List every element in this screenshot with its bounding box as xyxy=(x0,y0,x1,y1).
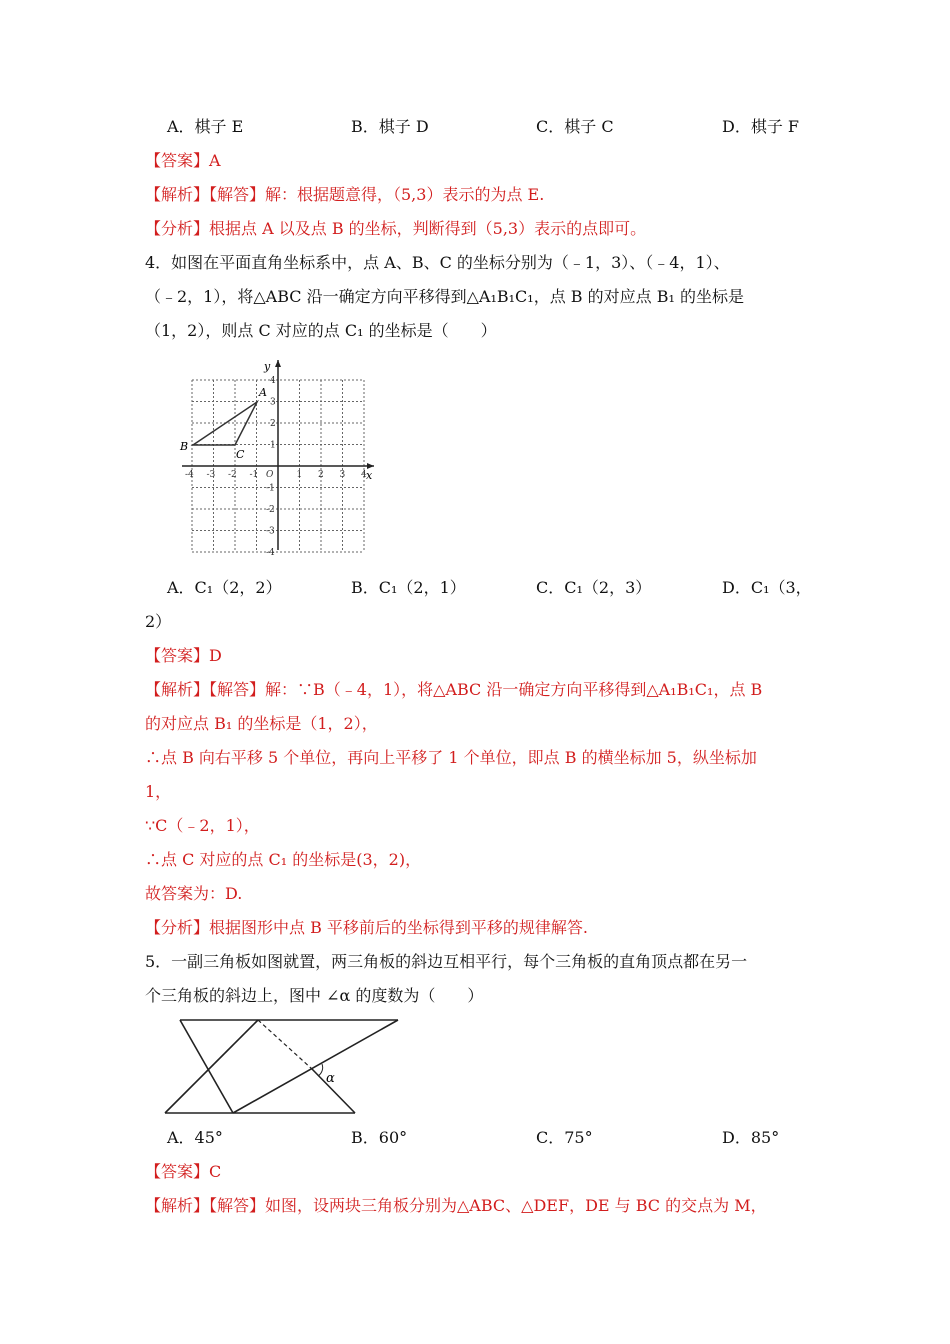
option-d: D．棋子 F xyxy=(722,117,800,136)
q4-analysis-line-7: 故答案为：D. xyxy=(145,884,243,903)
y-tick-label: 2 xyxy=(270,419,276,429)
y-axis-label: y xyxy=(264,360,271,373)
y-tick-label: 3 xyxy=(270,397,276,408)
y-tick-label: -1 xyxy=(266,483,275,494)
q4-option-d-wrap: 2） xyxy=(145,612,172,631)
y-tick-label: -3 xyxy=(266,526,275,537)
triangle-abc xyxy=(193,402,257,445)
x-tick-label: 4 xyxy=(361,470,367,480)
q4-coordinate-figure xyxy=(178,356,378,556)
q5-stem-line-2: 个三角板的斜边上，图中 ∠α 的度数为（ ） xyxy=(145,986,484,1005)
q4-answer: 【答案】D xyxy=(145,646,222,665)
point-c-label: C xyxy=(236,448,245,461)
q4-stem-line-2: （﹣2，1），将△ABC 沿一确定方向平移得到△A₁B₁C₁，点 B 的对应点 B₁ 的坐标是 xyxy=(145,287,744,306)
option-c: C．75° xyxy=(536,1128,593,1147)
q4-stem-line-1: 4．如图在平面直角坐标系中，点 A、B、C 的坐标分别为（﹣1，3）、（﹣4，1）、 xyxy=(145,253,730,272)
x-tick-label: 3 xyxy=(339,470,346,480)
option-a: A．C₁（2，2） xyxy=(167,578,282,597)
q5-answer: 【答案】C xyxy=(145,1162,222,1181)
option-c: C．棋子 C xyxy=(536,117,614,136)
q5-options xyxy=(145,1127,810,1149)
angle-alpha-label: α xyxy=(326,1071,335,1086)
q5-stem-line-1: 5．一副三角板如图就置，两三角板的斜边互相平行，每个三角板的直角顶点都在另一 xyxy=(145,952,748,971)
x-tick-label: -3 xyxy=(206,470,216,480)
q4-analysis-line-3: ∴点 B 向右平移 5 个单位，再向上平移了 1 个单位，即点 B 的横坐标加 5，纵坐标加 xyxy=(145,748,757,767)
option-c: C．C₁（2，3） xyxy=(536,578,652,597)
q4-fenxi: 【分析】根据图形中点 B 平移前后的坐标得到平移的规律解答. xyxy=(145,918,589,937)
point-a-label: A xyxy=(259,386,267,399)
q3-answer: 【答案】A xyxy=(145,151,221,170)
x-axis-label: x xyxy=(366,469,373,482)
option-d: D．C₁（3， xyxy=(722,578,812,597)
x-tick-label: 2 xyxy=(318,470,324,480)
y-tick-label: -2 xyxy=(266,505,275,515)
x-tick-label: O xyxy=(266,470,274,480)
q3-options xyxy=(145,116,810,138)
x-tick-label: 1 xyxy=(296,470,303,480)
q3-fenxi: 【分析】根据点 A 以及点 B 的坐标，判断得到（5,3）表示的点即可。 xyxy=(145,219,647,238)
option-a: A．45° xyxy=(167,1128,223,1147)
option-b: B．棋子 D xyxy=(351,117,429,136)
q5-analysis: 【解析】【解答】如图，设两块三角板分别为△ABC、△DEF，DE 与 BC 的交点为 M， xyxy=(145,1196,767,1215)
option-a: A．棋子 E xyxy=(167,117,244,136)
q3-analysis: 【解析】【解答】解：根据题意得，（5,3）表示的为点 E. xyxy=(145,185,545,204)
y-tick-label: 1 xyxy=(270,440,276,451)
option-b: B．C₁（2，1） xyxy=(351,578,466,597)
q4-stem-line-3: （1，2），则点 C 对应的点 C₁ 的坐标是（ ） xyxy=(145,321,497,340)
x-tick-label: -4 xyxy=(185,470,194,480)
q4-analysis-line-5: ∵C（﹣2，1）， xyxy=(145,816,260,835)
q4-analysis-line-4: 1， xyxy=(145,782,172,801)
point-b-label: B xyxy=(180,440,189,453)
option-b: B．60° xyxy=(351,1128,408,1147)
q5-triangles-figure xyxy=(160,1012,410,1120)
y-tick-label: -4 xyxy=(266,548,275,556)
q4-options xyxy=(145,577,810,599)
q4-analysis-line-1: 【解析】【解答】解：∵B（﹣4，1），将△ABC 沿一确定方向平移得到△A₁B₁C₁，点 B xyxy=(145,680,763,699)
option-d: D．85° xyxy=(722,1128,780,1147)
q4-analysis-line-2: 的对应点 B₁ 的坐标是（1，2）， xyxy=(145,714,378,733)
q4-analysis-line-6: ∴点 C 对应的点 C₁ 的坐标是(3，2)， xyxy=(145,850,422,869)
x-tick-label: -2 xyxy=(228,470,237,480)
x-tick-label: -1 xyxy=(249,470,259,480)
y-tick-label: 4 xyxy=(270,376,276,386)
